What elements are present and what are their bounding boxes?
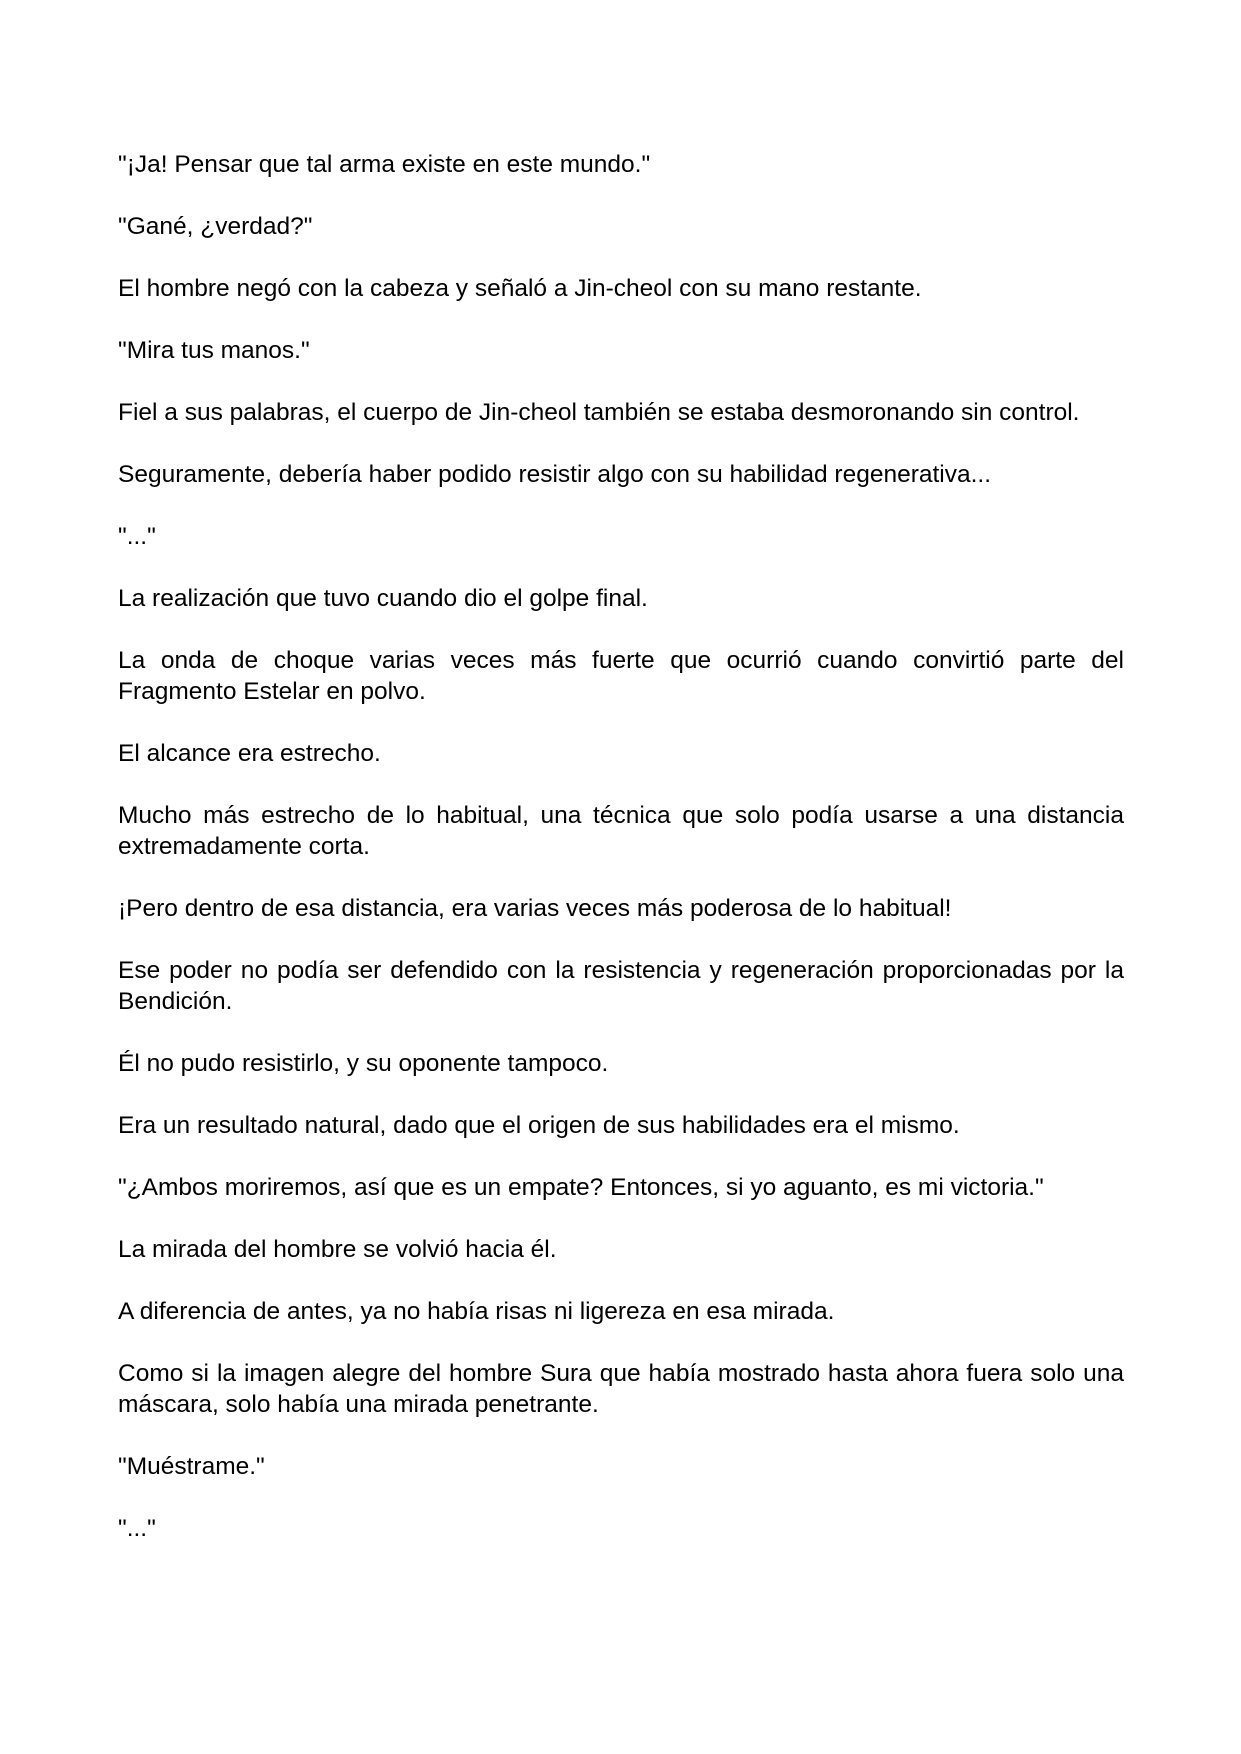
paragraph: "Gané, ¿verdad?" (118, 213, 313, 240)
paragraph: El alcance era estrecho. (118, 740, 381, 767)
paragraph: La onda de choque varias veces más fuerte que ocurrió cuando convirtió parte del Fragmento Estelar en polvo. (118, 647, 1124, 705)
paragraph: La realización que tuvo cuando dio el golpe final. (118, 585, 648, 612)
paragraph: La mirada del hombre se volvió hacia él. (118, 1236, 557, 1263)
paragraph: Era un resultado natural, dado que el origen de sus habilidades era el mismo. (118, 1112, 960, 1139)
paragraph: Como si la imagen alegre del hombre Sura que había mostrado hasta ahora fuera solo una máscara, solo había una mirada penetrante. (118, 1360, 1124, 1418)
paragraph: A diferencia de antes, ya no había risas ni ligereza en esa mirada. (118, 1298, 835, 1325)
document-body (118, 149, 1124, 1544)
paragraph: Fiel a sus palabras, el cuerpo de Jin-cheol también se estaba desmoronando sin control. (118, 399, 1080, 426)
paragraph: El hombre negó con la cabeza y señaló a Jin-cheol con su mano restante. (118, 275, 922, 302)
paragraph: "¡Ja! Pensar que tal arma existe en este mundo." (118, 151, 651, 178)
paragraph: Mucho más estrecho de lo habitual, una técnica que solo podía usarse a una distancia extremadamente corta. (118, 802, 1124, 860)
paragraph: "Mira tus manos." (118, 337, 310, 364)
paragraph: Ese poder no podía ser defendido con la resistencia y regeneración proporcionadas por la Bendición. (118, 957, 1124, 1015)
paragraph: "Muéstrame." (118, 1453, 265, 1480)
paragraph: ¡Pero dentro de esa distancia, era varias veces más poderosa de lo habitual! (118, 895, 952, 922)
paragraph: "..." (118, 1515, 156, 1542)
paragraph: "¿Ambos moriremos, así que es un empate? Entonces, si yo aguanto, es mi victoria." (118, 1174, 1044, 1201)
paragraph: "..." (118, 523, 156, 550)
paragraph: Seguramente, debería haber podido resistir algo con su habilidad regenerativa... (118, 461, 992, 488)
paragraph: Él no pudo resistirlo, y su oponente tampoco. (118, 1050, 609, 1077)
